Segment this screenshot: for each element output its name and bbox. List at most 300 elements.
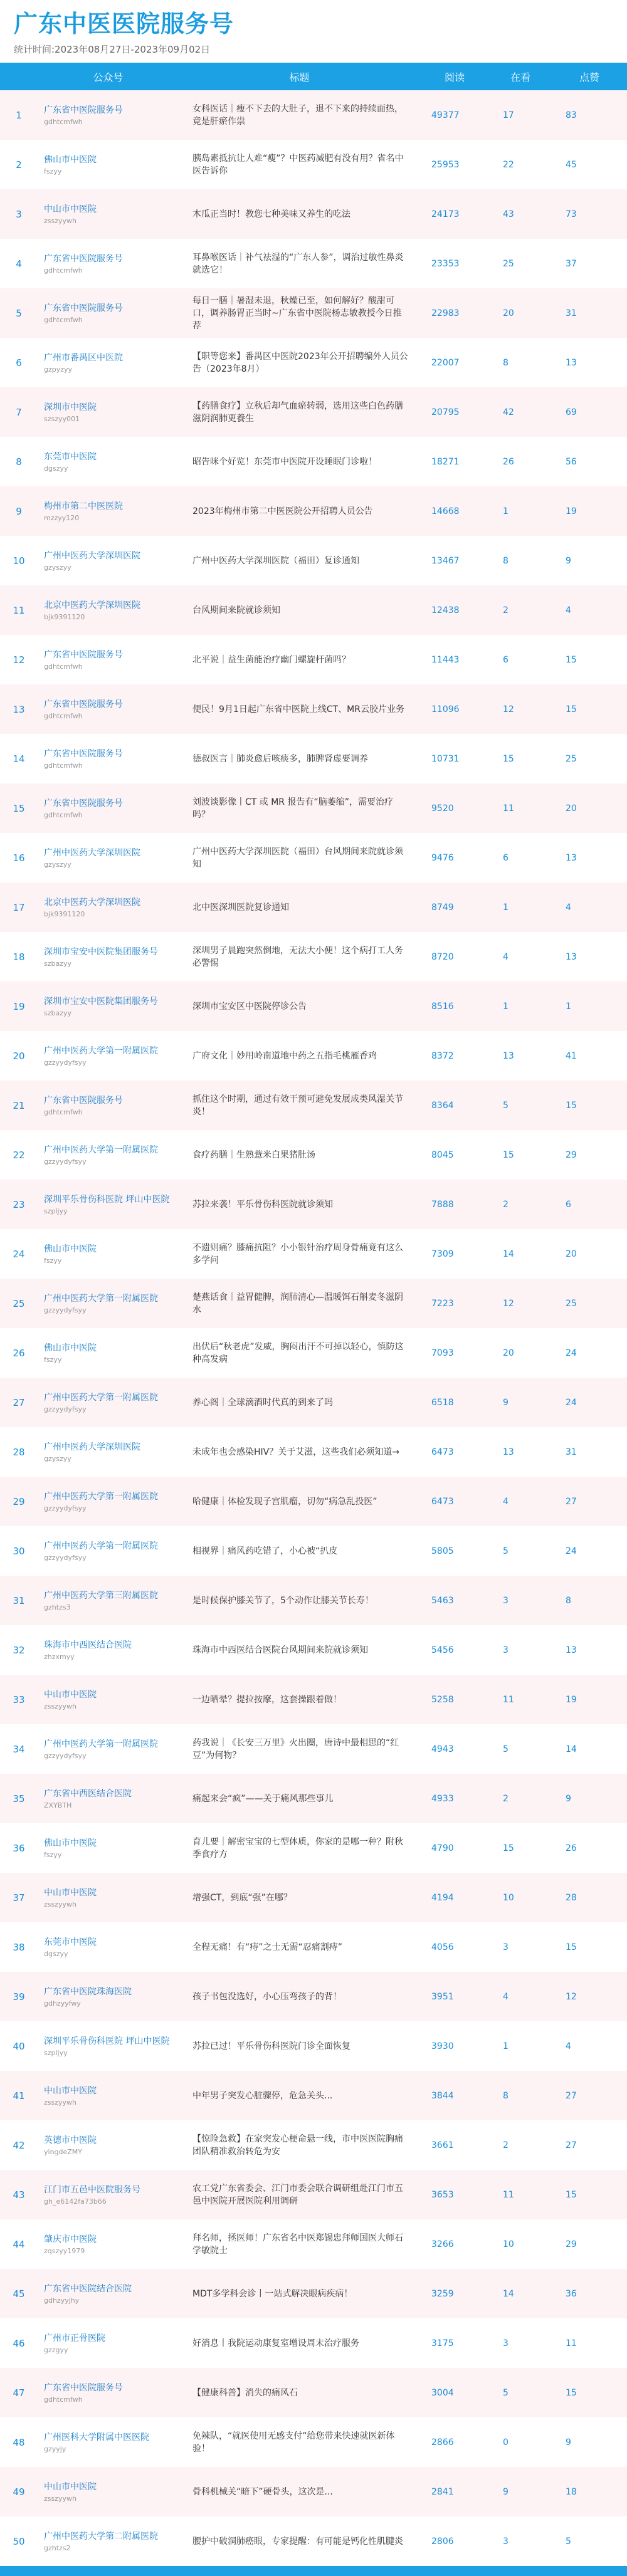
table-row xyxy=(0,486,627,536)
looking-count: 2 xyxy=(503,605,508,615)
account-id: gdhtcmfwh xyxy=(44,117,83,126)
row-rank: 41 xyxy=(13,2090,25,2102)
table-row xyxy=(0,1576,627,1625)
read-count: 7223 xyxy=(431,1298,454,1309)
row-rank: 19 xyxy=(13,1000,25,1012)
account-cell xyxy=(38,338,179,387)
article-title[interactable]: 抓住这个时期，通过有效干预可避免发展成类风湿关节炎！ xyxy=(192,1094,403,1117)
account-name[interactable]: 广东省中医院服务号 xyxy=(44,699,123,709)
looking-count: 5 xyxy=(503,1546,508,1556)
account-id: gdhtcmfwh xyxy=(44,761,83,770)
account-name[interactable]: 广州中医药大学深圳医院 xyxy=(44,550,140,561)
article-title[interactable]: 耳鼻喉医话｜补气祛湿的“广东人参”，调治过敏性鼻炎就选它！ xyxy=(192,252,404,275)
account-cell xyxy=(38,2417,179,2467)
account-cell xyxy=(38,437,179,486)
table-row xyxy=(0,982,627,1031)
table-row xyxy=(0,1625,627,1675)
table-body xyxy=(0,90,627,2566)
account-name[interactable]: 广州中医药大学深圳医院 xyxy=(44,1442,140,1452)
read-count: 3004 xyxy=(431,2387,454,2398)
account-name[interactable]: 广州中医药大学第一附属医院 xyxy=(44,1144,158,1155)
article-title[interactable]: 【职等您来】番禺区中医院2023年公开招聘编外人员公告（2023年8月） xyxy=(192,351,408,374)
row-rank: 48 xyxy=(13,2436,25,2448)
account-name[interactable]: 广东省中医院服务号 xyxy=(44,303,123,313)
account-cell xyxy=(38,1774,179,1823)
read-count: 6473 xyxy=(431,1447,454,1457)
row-rank: 40 xyxy=(13,2040,25,2052)
row-rank: 10 xyxy=(13,555,25,567)
article-title[interactable]: 北中医深圳医院复诊通知 xyxy=(192,902,289,913)
article-title[interactable]: 药我说｜《长安三万里》火出圈，唐诗中最相思的“红豆”为何物？ xyxy=(192,1737,399,1761)
looking-count: 13 xyxy=(503,1050,514,1061)
table-row xyxy=(0,1526,627,1576)
table-row xyxy=(0,140,627,189)
account-id: bjk9391120 xyxy=(44,612,85,621)
article-title[interactable]: 便民！9月1日起广东省中医院上线CT、MR云胶片业务 xyxy=(192,704,404,715)
like-count: 8 xyxy=(566,1595,571,1606)
account-id: gzyszyy xyxy=(44,563,71,572)
account-name[interactable]: 佛山市中医院 xyxy=(44,1343,97,1353)
account-name[interactable]: 广东省中医院珠海医院 xyxy=(44,1986,132,1997)
read-count: 11443 xyxy=(431,654,460,665)
table-row xyxy=(0,2318,627,2368)
row-rank: 22 xyxy=(13,1149,25,1161)
read-count: 8364 xyxy=(431,1100,454,1111)
account-cell xyxy=(38,536,179,585)
row-rank: 26 xyxy=(13,1347,25,1359)
account-name[interactable]: 广州市正骨医院 xyxy=(44,2333,105,2343)
account-name[interactable]: 广东省中医院服务号 xyxy=(44,105,123,115)
looking-count: 4 xyxy=(503,1991,508,2002)
article-title[interactable]: 【健康科普】消失的痛风石 xyxy=(192,2387,298,2398)
account-name[interactable]: 佛山市中医院 xyxy=(44,1838,97,1848)
row-rank: 2 xyxy=(16,159,22,170)
account-name[interactable]: 佛山市中医院 xyxy=(44,1243,97,1254)
account-name[interactable]: 广州中医药大学第二附属医院 xyxy=(44,2531,158,2542)
account-cell xyxy=(38,2219,179,2269)
account-name[interactable]: 佛山市中医院 xyxy=(44,154,97,165)
article-title[interactable]: 免辣队，“就医使用无感支付”给您带来快速就医新体验！ xyxy=(192,2431,395,2454)
column-header-index xyxy=(0,63,38,90)
account-id: gdhtcmfwh xyxy=(44,662,83,671)
account-id: gdhtcmfwh xyxy=(44,266,83,275)
account-name[interactable]: 北京中医药大学深圳医院 xyxy=(44,600,140,610)
row-rank: 49 xyxy=(13,2486,25,2498)
read-count: 3266 xyxy=(431,2239,454,2249)
account-name[interactable]: 广东省中西医结合医院 xyxy=(44,1788,132,1799)
like-count: 5 xyxy=(566,2536,571,2547)
account-name[interactable]: 广东省中医院服务号 xyxy=(44,748,123,759)
like-count: 36 xyxy=(566,2288,577,2299)
row-rank: 14 xyxy=(13,753,25,765)
article-title[interactable]: 好消息丨我院运动康复室增设周末治疗服务 xyxy=(192,2338,359,2348)
row-rank: 20 xyxy=(13,1050,25,1062)
column-header-likes: 点赞 xyxy=(579,71,599,83)
account-name[interactable]: 深圳平乐骨伤科医院 坪山中医院 xyxy=(44,1194,170,1205)
account-cell xyxy=(38,1328,179,1378)
account-name[interactable]: 肇庆市中医院 xyxy=(44,2234,97,2244)
looking-count: 10 xyxy=(503,1892,514,1903)
looking-count: 14 xyxy=(503,1249,514,1259)
table-row xyxy=(0,1180,627,1229)
article-title[interactable]: 骨科机械关“暗下”硬骨头，这次是... xyxy=(192,2486,333,2497)
looking-count: 2 xyxy=(503,1199,508,1210)
table-row xyxy=(0,1922,627,1972)
read-count: 4056 xyxy=(431,1942,454,1952)
looking-count: 3 xyxy=(503,1595,508,1606)
like-count: 13 xyxy=(566,1645,577,1655)
account-id: gdhzyyjhy xyxy=(44,2296,80,2305)
looking-count: 9 xyxy=(503,1397,508,1408)
article-title[interactable]: 苏拉来袭！平乐骨伤科医院就诊须知 xyxy=(192,1199,333,1210)
article-title[interactable]: 苏拉已过！平乐骨伤科医院门诊全面恢复 xyxy=(192,2041,350,2051)
article-title[interactable]: 胰岛素抵抗让人难“瘦”？中医药减肥有没有用？省名中医告诉你 xyxy=(192,153,404,176)
row-rank: 46 xyxy=(13,2337,25,2349)
like-count: 24 xyxy=(566,1546,577,1556)
like-count: 24 xyxy=(566,1348,577,1358)
like-count: 20 xyxy=(566,803,577,814)
row-rank: 15 xyxy=(13,802,25,814)
account-name[interactable]: 广州医科大学附属中医医院 xyxy=(44,2432,149,2442)
account-cell xyxy=(38,1279,179,1328)
read-count: 10731 xyxy=(431,753,460,764)
like-count: 15 xyxy=(566,704,577,715)
article-title[interactable]: 2023年梅州市第二中医医院公开招聘人员公告 xyxy=(192,506,373,516)
row-rank: 38 xyxy=(13,1941,25,1953)
read-count: 4933 xyxy=(431,1793,454,1804)
account-name[interactable]: 东莞市中医院 xyxy=(44,1937,97,1947)
like-count: 31 xyxy=(566,1447,577,1457)
article-title[interactable]: 是时候保护膝关节了，5个动作让膝关节长寿！ xyxy=(192,1595,374,1606)
account-name[interactable]: 深圳市宝安中医院集团服务号 xyxy=(44,946,158,957)
account-id: zqszyy1979 xyxy=(44,2246,85,2255)
account-id: gzzyydyfsyy xyxy=(44,1751,87,1760)
account-name[interactable]: 东莞市中医院 xyxy=(44,451,97,462)
account-cell xyxy=(38,1477,179,1526)
article-title[interactable]: 农工党广东省委会、江门市委会联合调研组赴江门市五邑中医院开展医院利用调研 xyxy=(192,2183,403,2206)
table-row xyxy=(0,684,627,734)
article-title[interactable]: 痛起来会“疯”——关于痛风那些事儿 xyxy=(192,1793,334,1804)
read-count: 3930 xyxy=(431,2041,454,2051)
looking-count: 8 xyxy=(503,2090,508,2101)
row-rank: 11 xyxy=(13,604,25,616)
table-row xyxy=(0,1774,627,1823)
article-title[interactable]: 相视界｜痛风药吃错了，小心被“扒皮 xyxy=(192,1546,338,1556)
account-cell xyxy=(38,833,179,882)
column-header-looking: 在看 xyxy=(510,71,530,83)
looking-count: 12 xyxy=(503,704,514,715)
like-count: 27 xyxy=(566,1496,577,1507)
like-count: 9 xyxy=(566,1793,571,1804)
table-row xyxy=(0,1229,627,1279)
account-name[interactable]: 广州中医药大学第一附属医院 xyxy=(44,1491,158,1502)
like-count: 6 xyxy=(566,1199,571,1210)
article-title[interactable]: 北平说｜益生菌能治疗幽门螺旋杆菌吗？ xyxy=(192,654,350,665)
account-name[interactable]: 北京中医药大学深圳医院 xyxy=(44,897,140,908)
like-count: 13 xyxy=(566,852,577,863)
account-name[interactable]: 广东省中医院服务号 xyxy=(44,649,123,660)
looking-count: 5 xyxy=(503,1744,508,1754)
row-rank: 5 xyxy=(16,307,22,319)
account-cell xyxy=(38,1229,179,1279)
account-name[interactable]: 广东省中医院服务号 xyxy=(44,253,123,264)
account-id: fszyy xyxy=(44,1355,62,1364)
article-title[interactable]: 一边晒晕？提拉按摩，这套操跟着做！ xyxy=(192,1694,342,1705)
like-count: 15 xyxy=(566,1100,577,1111)
table-row xyxy=(0,189,627,239)
looking-count: 26 xyxy=(503,456,514,467)
account-cell xyxy=(38,2071,179,2120)
looking-count: 43 xyxy=(503,209,514,219)
account-name[interactable]: 广州中医药大学第一附属医院 xyxy=(44,1045,158,1056)
table-row xyxy=(0,1130,627,1180)
row-rank: 36 xyxy=(13,1842,25,1854)
account-name[interactable]: 广州市番禺区中医院 xyxy=(44,352,123,363)
looking-count: 6 xyxy=(503,654,508,665)
read-count: 8749 xyxy=(431,902,454,913)
footer-bar xyxy=(0,2566,627,2576)
article-title[interactable]: 【药膳食疗】立秋后却气血瘀转弱，选用这些白色药膳滋阴润肺更養生 xyxy=(192,401,403,424)
row-rank: 16 xyxy=(13,852,25,864)
read-count: 3844 xyxy=(431,2090,454,2101)
account-name[interactable]: 中山市中医院 xyxy=(44,1689,97,1700)
article-title[interactable]: 增强CT，到底“强”在哪？ xyxy=(192,1892,292,1903)
looking-count: 42 xyxy=(503,407,514,417)
looking-count: 14 xyxy=(503,2288,514,2299)
account-cell xyxy=(38,1576,179,1625)
looking-count: 1 xyxy=(503,506,508,516)
account-name[interactable]: 广州中医药大学第三附属医院 xyxy=(44,1590,158,1601)
article-title[interactable]: 食疗药膳｜生熟薏米白果猪肚汤 xyxy=(192,1149,315,1160)
account-id: gzhtzs2 xyxy=(44,2543,71,2552)
article-title[interactable]: 不遗则痛？膝痛抗阻？小小银针治疗周身骨痛竟有这么多学问 xyxy=(192,1242,403,1265)
row-rank: 42 xyxy=(13,2139,25,2151)
account-id: gzyszyy xyxy=(44,860,71,869)
table-row xyxy=(0,1279,627,1328)
article-title[interactable]: MDT多学科会诊丨一站式解决眼病疾病！ xyxy=(192,2288,353,2299)
looking-count: 11 xyxy=(503,803,514,814)
row-rank: 50 xyxy=(13,2535,25,2547)
account-id: fszyy xyxy=(44,1256,62,1265)
article-title[interactable]: 广州中医药大学深圳医院（福田）复诊通知 xyxy=(192,555,359,566)
table-row xyxy=(0,2368,627,2417)
like-count: 13 xyxy=(566,357,577,368)
account-cell xyxy=(38,2368,179,2417)
table-row xyxy=(0,585,627,635)
article-title[interactable]: 【惊险急救】在家突发心梗命悬一线，市中医医院胸痛团队精准救治转危为安 xyxy=(192,2134,403,2157)
article-title[interactable]: 拜名师，拯医师！广东省名中医郑锡忠拜师国医大师石学敏院士 xyxy=(192,2233,403,2256)
account-name[interactable]: 广东省中医院服务号 xyxy=(44,2382,123,2393)
like-count: 25 xyxy=(566,1298,577,1309)
article-title[interactable]: 广州中医药大学深圳医院（福田）台风期间来院就诊须知 xyxy=(192,846,403,869)
account-cell xyxy=(38,684,179,734)
article-title[interactable]: 中年男子突发心脏骤停，危急关头... xyxy=(192,2090,333,2101)
account-id: szpljyy xyxy=(44,1207,68,1215)
article-title[interactable]: 刘波谈影像丨CT 或 MR 报告有“脑萎缩”，需要治疗吗？ xyxy=(192,797,393,820)
like-count: 37 xyxy=(566,258,577,269)
table-row xyxy=(0,1328,627,1378)
row-rank: 28 xyxy=(13,1446,25,1458)
read-count: 4194 xyxy=(431,1892,454,1903)
column-header-title: 标题 xyxy=(289,71,310,83)
article-title[interactable]: 广府文化｜妙用岭南道地中药之五指毛桃雁香鸡 xyxy=(192,1050,377,1061)
row-rank: 12 xyxy=(13,654,25,666)
account-name[interactable]: 梅州市第二中医医院 xyxy=(44,501,123,511)
article-title[interactable]: 女科医话｜瘦不下去的大肚子，退不下来的持续面热，竟是肝瘀作祟 xyxy=(192,103,403,127)
looking-count: 4 xyxy=(503,951,508,962)
account-id: gdhtcmfwh xyxy=(44,711,83,720)
account-cell xyxy=(38,982,179,1031)
table-row xyxy=(0,1378,627,1427)
looking-count: 13 xyxy=(503,1447,514,1457)
read-count: 8516 xyxy=(431,1001,454,1012)
account-name[interactable]: 广州中医药大学第一附属医院 xyxy=(44,1293,158,1304)
table-row xyxy=(0,2021,627,2071)
account-name[interactable]: 中山市中医院 xyxy=(44,2085,97,2096)
looking-count: 5 xyxy=(503,1100,508,1111)
table-row xyxy=(0,90,627,140)
article-title[interactable]: 木瓜正当时！教您七种美味又养生的吃法 xyxy=(192,209,350,219)
article-title[interactable]: 深圳市宝安区中医院停诊公告 xyxy=(192,1001,307,1012)
like-count: 4 xyxy=(566,605,571,615)
account-name[interactable]: 广州中医药大学深圳医院 xyxy=(44,847,140,858)
table-row xyxy=(0,882,627,932)
account-name[interactable]: 广州中医药大学第一附属医院 xyxy=(44,1739,158,1749)
row-rank: 35 xyxy=(13,1793,25,1804)
account-cell xyxy=(38,932,179,982)
account-cell xyxy=(38,1724,179,1774)
article-title[interactable]: 养心阁｜全球滴酒时代真的到来了吗 xyxy=(192,1397,333,1408)
looking-count: 3 xyxy=(503,2338,508,2348)
article-title[interactable]: 昭告咪个好览！东莞市中医院开设睡眠门诊啦！ xyxy=(192,456,377,467)
account-name[interactable]: 中山市中医院 xyxy=(44,1887,97,1898)
account-name[interactable]: 广东省中医院服务号 xyxy=(44,1095,123,1106)
table-row xyxy=(0,2120,627,2170)
row-rank: 18 xyxy=(13,951,25,963)
account-name[interactable]: 中山市中医院 xyxy=(44,2481,97,2492)
read-count: 9520 xyxy=(431,803,454,814)
read-count: 5463 xyxy=(431,1595,454,1606)
account-cell xyxy=(38,734,179,783)
account-cell xyxy=(38,189,179,239)
article-title[interactable]: 德叔医言｜肺炎愈后咳痰多，肺脾肾虚要调养 xyxy=(192,753,368,764)
looking-count: 12 xyxy=(503,1298,514,1309)
table-row xyxy=(0,1675,627,1724)
article-title[interactable]: 楚燕话食｜益胃健脾，润肺清心—温暖饵石斛麦冬滋阴水 xyxy=(192,1292,403,1315)
like-count: 31 xyxy=(566,308,577,318)
read-count: 3951 xyxy=(431,1991,454,2002)
account-cell xyxy=(38,1130,179,1180)
account-id: zhzxmyy xyxy=(44,1652,75,1661)
account-name[interactable]: 深圳市宝安中医院集团服务号 xyxy=(44,996,158,1007)
read-count: 12438 xyxy=(431,605,460,615)
row-rank: 39 xyxy=(13,1991,25,2003)
account-name[interactable]: 广州中医药大学第一附属医院 xyxy=(44,1392,158,1403)
looking-count: 25 xyxy=(503,258,514,269)
article-title[interactable]: 全程无痛！有“痔”之士无需“忍痛割痔” xyxy=(192,1942,343,1952)
read-count: 22007 xyxy=(431,357,460,368)
account-cell xyxy=(38,1873,179,1922)
article-title[interactable]: 珠海市中西医结合医院台风期间来院就诊须知 xyxy=(192,1645,368,1655)
table-header-row xyxy=(0,63,627,90)
article-title[interactable]: 孩子书包没选好，小心压弯孩子的背！ xyxy=(192,1991,342,2002)
like-count: 29 xyxy=(566,1149,577,1160)
account-cell xyxy=(38,1823,179,1873)
looking-count: 1 xyxy=(503,2041,508,2051)
row-rank: 43 xyxy=(13,2189,25,2201)
account-id: dgszyy xyxy=(44,1949,68,1958)
account-name[interactable]: 广东省中医院服务号 xyxy=(44,798,123,809)
like-count: 45 xyxy=(566,159,577,170)
like-count: 56 xyxy=(566,456,577,467)
table-row xyxy=(0,437,627,486)
article-title[interactable]: 腰护中破洞肺癌眼，专家提醒：有可能是钙化性肌腱炎 xyxy=(192,2536,403,2547)
table-row xyxy=(0,288,627,338)
statistics-period: 统计时间:2023年08月27日-2023年09月02日 xyxy=(14,44,211,55)
account-id: szbazyy xyxy=(44,959,72,968)
read-count: 22983 xyxy=(431,308,460,318)
article-title[interactable]: 育儿要｜解密宝宝的七型体质，你家的是哪一种？附秋季食疗方 xyxy=(192,1836,403,1860)
article-title[interactable]: 出伏后“秋老虎”发威，胸闷出汗不可掉以轻心，慎防这种高发病 xyxy=(192,1341,404,1364)
read-count: 11096 xyxy=(431,704,460,715)
article-title[interactable]: 每日一膳｜暑湿未退，秋燥已至，如何解好？酸甜可口，调养肠胃正当时~广东省中医院杨志敏教授今日推荐 xyxy=(192,295,402,331)
looking-count: 2 xyxy=(503,1793,508,1804)
account-name[interactable]: 深圳平乐骨伤科医院 坪山中医院 xyxy=(44,2036,170,2046)
account-name[interactable]: 广东省中医院结合医院 xyxy=(44,2283,132,2294)
account-cell xyxy=(38,1081,179,1130)
looking-count: 3 xyxy=(503,1942,508,1952)
read-count: 23353 xyxy=(431,258,460,269)
account-id: dgszyy xyxy=(44,464,68,473)
read-count: 4943 xyxy=(431,1744,454,1754)
article-title[interactable]: 未成年也会感染HIV？关于艾滋，这些我们必须知道→ xyxy=(192,1447,399,1457)
table-row xyxy=(0,387,627,437)
looking-count: 0 xyxy=(503,2437,508,2448)
account-id: gdhtcmfwh xyxy=(44,810,83,819)
article-title[interactable]: 深圳男子晨跑突然倒地，无法大小便！这个病打工人务必警惕 xyxy=(192,945,403,968)
read-count: 8372 xyxy=(431,1050,454,1061)
row-rank: 7 xyxy=(16,406,22,418)
account-cell xyxy=(38,2318,179,2368)
account-name[interactable]: 英德市中医院 xyxy=(44,2135,97,2145)
account-cell xyxy=(38,2120,179,2170)
read-count: 5805 xyxy=(431,1546,454,1556)
account-id: gzzyydyfsyy xyxy=(44,1306,87,1314)
row-rank: 45 xyxy=(13,2288,25,2300)
like-count: 73 xyxy=(566,209,577,219)
row-rank: 9 xyxy=(16,505,22,517)
row-rank: 13 xyxy=(13,703,25,715)
like-count: 69 xyxy=(566,407,577,417)
like-count: 19 xyxy=(566,506,577,516)
account-cell xyxy=(38,90,179,140)
account-name[interactable]: 珠海市中西医结合医院 xyxy=(44,1640,132,1650)
account-name[interactable]: 广州中医药大学第一附属医院 xyxy=(44,1541,158,1551)
article-title[interactable]: 哈健康｜体检发现子宫肌瘤，切勿“病急乱投医” xyxy=(192,1496,377,1507)
account-name[interactable]: 深圳市中医院 xyxy=(44,402,97,412)
account-cell xyxy=(38,140,179,189)
looking-count: 5 xyxy=(503,2387,508,2398)
read-count: 20795 xyxy=(431,407,460,417)
account-name[interactable]: 中山市中医院 xyxy=(44,204,97,214)
account-name[interactable]: 江门市五邑中医院服务号 xyxy=(44,2184,140,2195)
account-cell xyxy=(38,239,179,288)
account-id: szbazyy xyxy=(44,1008,72,1017)
like-count: 25 xyxy=(566,753,577,764)
table-row xyxy=(0,2170,627,2219)
account-id: zsszyywh xyxy=(44,1702,76,1710)
article-title[interactable]: 台风期间来院就诊须知 xyxy=(192,605,280,615)
